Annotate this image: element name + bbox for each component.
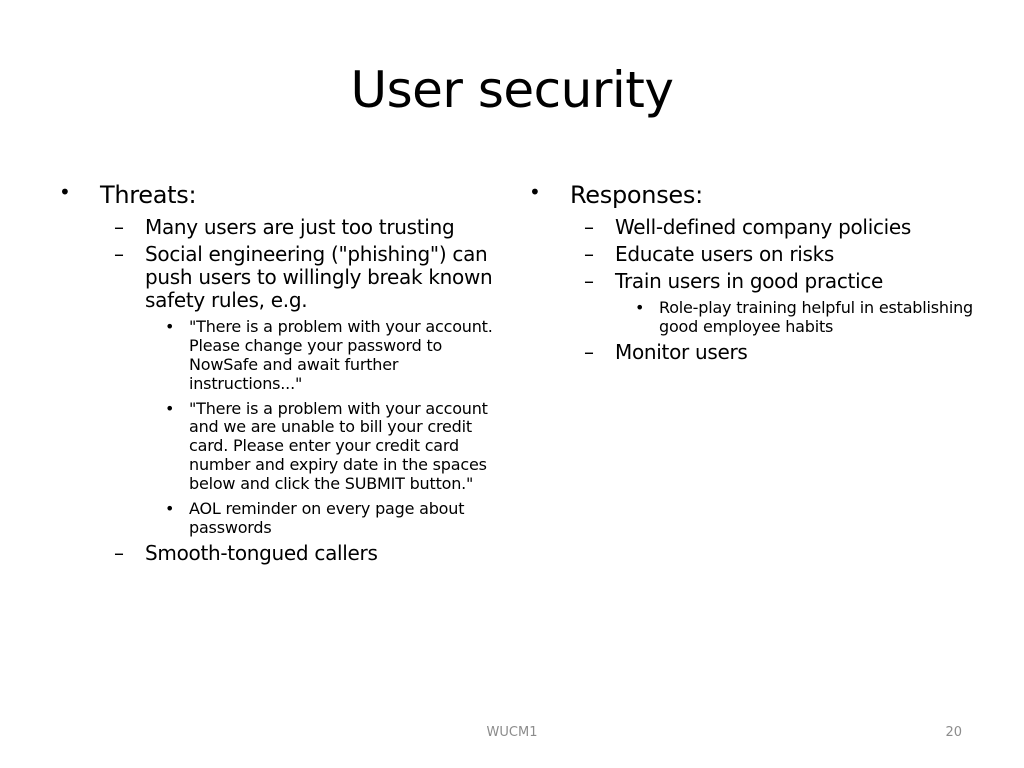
sub-sub-bullet: [635, 298, 976, 337]
sub-bullet: [114, 242, 506, 312]
sub-bullet-text: Monitor users: [615, 339, 748, 364]
sub-sub-bullet: [165, 498, 506, 538]
sub-bullet-text: Social engineering ("phishing") can push users to willingly break known safety rules, e.g.: [145, 242, 493, 312]
left-column: [56, 180, 506, 565]
sub-bullet-text: Educate users on risks: [615, 242, 835, 266]
sub-sub-bullet-text: "There is a problem with your account. Please change your password to NowSafe and await further instructions...": [189, 317, 493, 393]
footer-label: WUCM1: [486, 725, 538, 740]
dash-icon: –: [584, 242, 594, 266]
sub-bullet-text: Smooth-tongued callers: [145, 540, 378, 565]
bullet-responses: [526, 180, 976, 210]
dash-icon: –: [584, 215, 594, 239]
bullet-icon: •: [59, 180, 71, 204]
right-column: [526, 180, 976, 364]
dash-icon: –: [114, 215, 124, 239]
bullet-text: Responses:: [570, 181, 703, 209]
sub-sub-bullet: [165, 398, 506, 494]
bullet-icon: •: [529, 180, 541, 204]
bullet-icon: •: [635, 298, 645, 317]
sub-bullet: [114, 540, 506, 565]
sub-bullet: [114, 215, 506, 239]
sub-sub-bullet-text: Role-play training helpful in establishing good employee habits: [659, 298, 973, 336]
sub-bullet-text: Train users in good practice: [615, 269, 884, 293]
dash-icon: –: [114, 242, 124, 266]
bullet-icon: •: [165, 398, 175, 418]
sub-sub-bullet: [165, 317, 506, 394]
bullet-threats: [56, 180, 506, 210]
dash-icon: –: [114, 540, 124, 565]
dash-icon: –: [584, 269, 594, 293]
bullet-text: Threats:: [100, 181, 197, 209]
sub-sub-bullet-text: "There is a problem with your account and we are unable to bill your credit card. Please enter your credit card number and expiry date in the spaces below and click the SUBMIT button.": [189, 398, 488, 493]
bullet-icon: •: [165, 498, 175, 518]
sub-bullet: [584, 215, 976, 239]
page-number: 20: [945, 725, 962, 740]
sub-bullet: [584, 269, 976, 293]
sub-sub-bullet-text: AOL reminder on every page about passwords: [189, 498, 465, 537]
sub-bullet: [584, 339, 976, 364]
slide-title: User security: [350, 61, 674, 119]
bullet-icon: •: [165, 317, 175, 336]
sub-bullet-text: Well-defined company policies: [615, 215, 912, 239]
sub-bullet: [584, 242, 976, 266]
dash-icon: –: [584, 339, 594, 364]
sub-bullet-text: Many users are just too trusting: [145, 215, 455, 239]
